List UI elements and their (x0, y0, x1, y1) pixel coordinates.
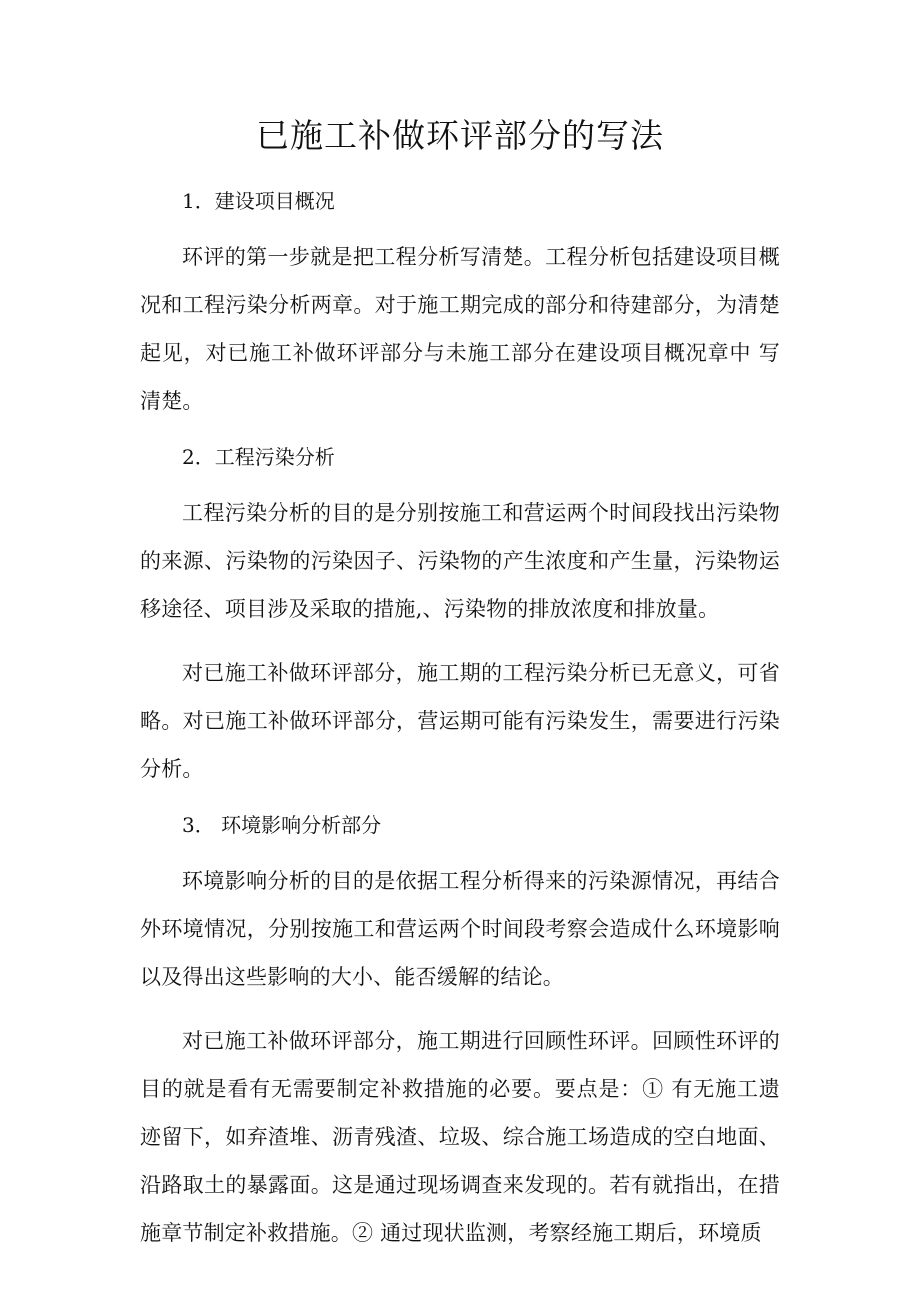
section-heading-1: 1．建设项目概况 (182, 189, 335, 213)
section-3-paragraph-2: 对已施工补做环评部分，施工期进行回顾性环评。回顾性环评的目的就是看有无需要制定补救措施的必要。要点是：① 有无施工遗迹留下，如弃渣堆、沥青残渣、垃圾、综合施工场造成的空白地面、沿路取土的暴露面。这是通过现场调查来发现的。若有就指出，在措施章节制定补救措施。② 通过现状监测，考察经施工期后，环境质 (140, 1029, 780, 1245)
section-1-paragraph-1: 环评的第一步就是把工程分析写清楚。工程分析包括建设项目概况和工程污染分析两章。对于施工期完成的部分和待建部分，为清楚起见，对已施工补做环评部分与未施工部分在建设项目概况章中 写清楚。 (140, 245, 780, 413)
section-3-paragraph-1: 环境影响分析的目的是依据工程分析得来的污染源情况，再结合外环境情况，分别按施工和营运两个时间段考察会造成什么环境影响以及得出这些影响的大小、能否缓解的结论。 (140, 869, 780, 989)
document-title: 已施工补做环评部分的写法 (256, 116, 664, 155)
section-heading-2: 2．工程污染分析 (182, 445, 335, 469)
section-2-paragraph-2: 对已施工补做环评部分，施工期的工程污染分析已无意义，可省略。对已施工补做环评部分，营运期可能有污染发生，需要进行污染分析。 (140, 661, 780, 781)
section-heading-3: 3． 环境影响分析部分 (182, 813, 382, 837)
document-body (140, 185, 780, 1273)
section-2-paragraph-1: 工程污染分析的目的是分别按施工和营运两个时间段找出污染物的来源、污染物的污染因子、污染物的产生浓度和产生量，污染物运移途径、项目涉及采取的措施,、污染物的排放浓度和排放量。 (140, 501, 780, 621)
